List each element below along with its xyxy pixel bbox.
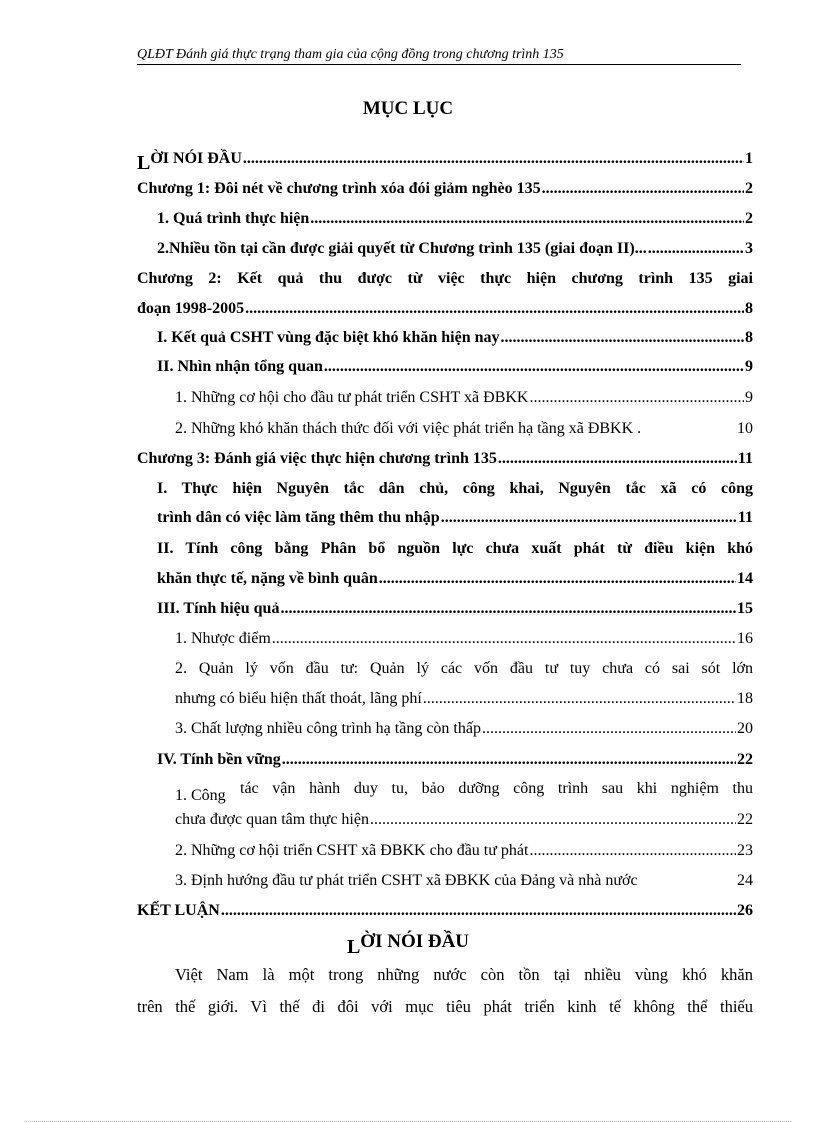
toc-page-number: 9	[745, 389, 753, 406]
toc-entry-text: I. Kết quả CSHT vùng đặc biệt khó khăn hiện nay	[157, 329, 500, 346]
drop-cap: L	[346, 936, 361, 958]
toc-entry-text: trình dân có việc làm tăng thêm thu nhập	[157, 509, 440, 526]
toc-entry-text: 2.Nhiều tồn tại cần được giải quyết từ Chương trình 135 (giai đoạn II)...	[157, 240, 647, 257]
toc-page-number: 15	[737, 600, 753, 617]
toc-entry[interactable]	[157, 570, 753, 588]
toc-title: MỤC LỤC	[362, 98, 454, 119]
toc-entry-text: ỜI NÓI ĐẦU	[150, 150, 242, 167]
toc-entry-conclusion[interactable]	[137, 902, 753, 920]
toc-entry[interactable]	[175, 811, 753, 829]
toc-page-number: 11	[737, 509, 753, 526]
toc-page-number: 22	[737, 811, 753, 828]
toc-entry-chapter-3[interactable]	[137, 450, 753, 468]
toc-entry[interactable]	[175, 842, 753, 860]
section-heading-foreword	[0, 930, 816, 958]
toc-entry-text: 1. Nhược điểm	[175, 630, 271, 647]
toc-page-number: 14	[737, 570, 753, 587]
toc-entry[interactable]	[175, 872, 753, 890]
toc-page-number: 1	[745, 150, 753, 167]
toc-entry[interactable]	[175, 630, 753, 648]
page-header: QLĐT Đánh giá thực trạng tham gia của cộng đồng trong chương trình 135	[137, 46, 741, 65]
toc-entry-text: IV. Tính bền vững	[157, 751, 281, 768]
toc-entry-text: khăn thực tế, nặng về bình quân	[157, 570, 378, 587]
toc-page-number: 10	[737, 420, 753, 437]
toc-entry-text: Chương 3: Đánh giá việc thực hiện chương trình 135	[137, 450, 497, 467]
toc-page-number: 18	[737, 690, 753, 707]
toc-entry-text: 3. Chất lượng nhiều công trình hạ tầng còn thấp	[175, 720, 481, 737]
toc-entry-text: 1. Những cơ hội cho đầu tư phát triển CSHT xã ĐBKK	[175, 389, 529, 406]
toc-entry-text: KẾT LUẬN	[137, 902, 220, 919]
toc-entry-line[interactable]: II. Tính công bằng Phân bổ nguồn lực chưa xuất phát từ điều kiện khó	[157, 540, 753, 557]
toc-entry-line-start[interactable]: 1. Công	[175, 787, 226, 804]
toc-entry[interactable]	[175, 420, 753, 438]
drop-cap: L	[137, 152, 151, 174]
toc-page-number: 8	[745, 300, 753, 317]
toc-entry[interactable]	[157, 509, 753, 527]
toc-entry[interactable]	[157, 210, 753, 228]
toc-entry[interactable]	[175, 690, 753, 708]
toc-entry-text: chưa được quan tâm thực hiện	[175, 811, 369, 828]
toc-page-number: 23	[737, 842, 753, 859]
toc-entry-text: nhưng có biểu hiện thất thoát, lãng phí	[175, 690, 422, 707]
toc-entry-text: III. Tính hiệu quả	[157, 600, 280, 617]
toc-entry-text: Chương 1: Đôi nét về chương trình xóa đói giảm nghèo 135	[137, 180, 541, 197]
toc-page-number: 8	[745, 329, 753, 346]
toc-page-number: 3	[745, 240, 753, 257]
toc-entry-text: 3. Định hướng đầu tư phát triển CSHT xã ĐBKK của Đảng và nhà nước	[175, 872, 638, 889]
toc-page-number: 2	[745, 210, 753, 227]
toc-entry[interactable]	[157, 751, 753, 769]
toc-entry-line[interactable]: tác vận hành duy tu, bảo dưỡng công trình sau khi nghiệm thu	[240, 780, 753, 797]
toc-page-number: 2	[745, 180, 753, 197]
toc-entry-foreword[interactable]	[137, 146, 753, 174]
toc-page-number: 16	[737, 630, 753, 647]
toc-entry-line[interactable]: 2. Quản lý vốn đầu tư: Quản lý các vốn đầu tư tuy chưa có sai sót lớn	[175, 660, 753, 677]
toc-page-number: 20	[737, 720, 753, 737]
toc-entry[interactable]	[175, 720, 753, 738]
toc-entry-text: đoạn 1998-2005	[137, 300, 245, 317]
toc-entry-text: 1. Quá trình thực hiện	[157, 210, 310, 227]
page-bottom-divider	[25, 1121, 791, 1122]
toc-entry[interactable]	[157, 358, 753, 376]
toc-entry-text: 2. Những cơ hội triển CSHT xã ĐBKK cho đầu tư phát	[175, 842, 529, 859]
toc-entry[interactable]	[157, 329, 753, 347]
toc-entry[interactable]	[175, 389, 753, 407]
paragraph-line: Việt Nam là một trong những nước còn tồn tại nhiều vùng khó khăn	[175, 965, 753, 984]
toc-entry-text: 2. Những khó khăn thách thức đối với việc phát triển hạ tầng xã ĐBKK .	[175, 420, 642, 437]
toc-page-number: 24	[737, 872, 753, 889]
toc-entry[interactable]	[157, 240, 753, 258]
toc-entry-chapter-2-line[interactable]: Chương 2: Kết quả thu được từ việc thực hiện chương trình 135 giai	[137, 270, 753, 287]
toc-page-number: 9	[745, 358, 753, 375]
toc-entry-chapter-1[interactable]	[137, 180, 753, 198]
toc-entry-text: II. Nhìn nhận tổng quan	[157, 358, 323, 375]
toc-page-number: 26	[737, 902, 753, 919]
toc-page-number: 22	[737, 751, 753, 768]
toc-page-number: 11	[737, 450, 753, 467]
toc-entry-chapter-2[interactable]	[137, 300, 753, 318]
paragraph-line: trên thế giới. Vì thế đi đôi với mục tiêu phát triển kinh tế không thể thiếu	[137, 997, 753, 1016]
toc-entry-line[interactable]: I. Thực hiện Nguyên tắc dân chủ, công khai, Nguyên tắc xã có công	[157, 480, 753, 497]
section-heading-text: ỜI NÓI ĐẦU	[360, 931, 470, 952]
toc-entry[interactable]	[157, 600, 753, 618]
